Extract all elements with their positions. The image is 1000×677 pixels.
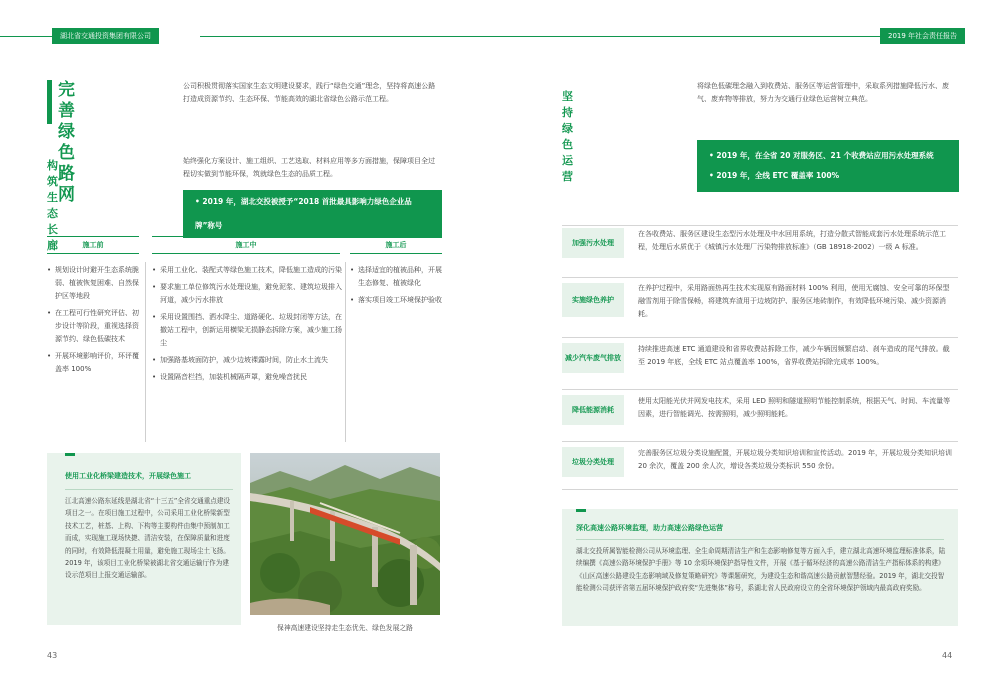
list-item: • 采用设置围挡、洒水降尘、道路硬化、垃圾封闭等方法，在撤站工程中，创新运用横梁无损静态拆除方案，减少施工扬尘	[152, 311, 342, 350]
row-divider	[562, 441, 958, 442]
list-item: • 加强路基坡面防护，减少边坡裸露时间，防止水土流失	[152, 354, 342, 367]
row-divider	[562, 277, 958, 278]
photo-caption: 保神高速建设坚持走生态优先、绿色发展之路	[277, 624, 413, 632]
col-header-during: 施工中	[152, 236, 340, 254]
page-number-right: 44	[942, 651, 953, 660]
case-title: 深化高速公路环境监理，助力高速公路绿色运营	[576, 524, 723, 532]
case-body: 江北高速公路东延线是湖北省“十三五”全省交通重点建设项目之一。在项目施工过程中，公司采用工业化桥梁新型技术工艺，桩基、上构、下构等主要构件由集中预制加工而成，实现施工现场快捷、清洁安装，在保障质量和进度的同时，有效降低混凝土用量，避免施工现场尘土飞扬。2019 年，该项目工业化桥梁被湖北省交通运输厅作为建设示范项目上报交通运输部。	[65, 497, 231, 580]
row-text-sewage: 在各收费站、服务区建设生态型污水处理及中水回用系统，打造分散式智能成套污水处理系统示范工程，处理后水质优于《城镇污水处理厂污染物排放标准》（GB 18918-2002）一级 A 标准。	[638, 230, 946, 251]
row-label-emissions: 减少汽车废气排放	[562, 343, 624, 373]
title-line-1: 完善	[58, 80, 76, 121]
bridge-photo-illustration	[250, 453, 440, 615]
row-divider	[562, 337, 958, 338]
row-text-maintenance: 在养护过程中，采用路面热再生技术实现原有路面材料 100% 利用，使用无腐蚀、安全可靠的环保型融雪剂用于除雪保畅，将建筑弃渣用于边坡防护、服务区地砖制作，有效降低环境污染、减少资源消耗。	[638, 284, 950, 318]
page-number-left: 43	[47, 651, 58, 660]
section-title-eco-corridor: 构筑生态长廊	[47, 159, 58, 252]
eco-corridor-intro: 始终强化方案设计、施工组织、工艺选取、材料应用等多方面措施，保障项目全过程切实做到节能环保，筑就绿色生态的品质工程。	[183, 157, 435, 178]
report-title-tag: 2019 年社会责任报告	[880, 28, 965, 44]
case-box-industrial-bridge	[47, 453, 241, 625]
case-divider	[576, 539, 944, 540]
case-body: 湖北交投所属智能检测公司从环境监理、全生命周期清洁生产和生态影响修复等方面入手，建立湖北高速环境监理标准体系，陆续编撰《高速公路环境保护手册》等 10 余项环境保护指导性文件，开展《基于循环经济的高速公路清洁生产指标体系的构建》《山区高速公路建设生态影响域及修复策略研究》等课题研究，为建设生态和谐高速公路贡献智慧经验。2019 年，湖北交投智能检测公司获评省第五届环境保护政府奖“先进集体”称号，系湖北省人民政府设立的全省环境保护领域内最高政府奖励。	[576, 547, 946, 593]
list-before-construction	[47, 264, 141, 380]
col-header-after: 施工后	[350, 236, 442, 254]
case-box-environment-supervision	[562, 509, 958, 626]
left-intro: 公司积极贯彻落实国家生态文明建设要求，践行“绿色交通”理念，坚持将高速公路打造成资源节约、生态环保、节能高效的湖北省绿色公路示范工程。	[183, 82, 436, 103]
highlight-etc: • 2019 年，全线 ETC 覆盖率 100%	[709, 171, 840, 180]
col-header-before: 施工前	[47, 236, 139, 254]
title-line-2: 绿色路网	[58, 122, 76, 205]
row-label-energy: 降低能源消耗	[562, 395, 624, 425]
list-after-construction	[350, 264, 442, 311]
row-divider	[562, 489, 958, 490]
row-text-emissions: 持续推进高速 ETC 通道建设和省界收费站拆除工作，减少车辆因频繁启动、刹车造成的尾气排放。截至 2019 年底，全线 ETC 站点覆盖率 100%，省界收费站拆除完成率 100%。	[638, 345, 950, 366]
right-intro: 将绿色低碳理念融入到收费站、服务区等运营管理中，采取系列措施降低污水、废气、废弃物等排放，努力为交通行业绿色运营树立典范。	[697, 82, 949, 103]
list-during-construction	[152, 264, 342, 388]
title-accent-bar	[47, 80, 52, 124]
list-item: • 采用工业化、装配式等绿色施工技术，降低施工造成的污染	[152, 264, 342, 277]
row-label-waste: 垃圾分类处理	[562, 447, 624, 477]
bridge-construction-photo	[250, 453, 440, 615]
case-box-accent	[576, 509, 586, 512]
list-item: • 规划设计时避开生态系统脆弱、植被恢复困难、自然保护区等地段	[47, 264, 141, 303]
section-title-green-operation: 坚持绿色运营	[562, 90, 573, 183]
case-divider	[65, 489, 233, 490]
list-item: • 设置隔音栏挡，加装机械隔声罩，避免噪音扰民	[152, 371, 342, 384]
row-label-maintenance: 实施绿色养护	[562, 283, 624, 317]
operation-highlights	[697, 140, 959, 192]
row-label-sewage: 加强污水处理	[562, 228, 624, 258]
page-title-left	[58, 80, 76, 206]
company-name-tag: 湖北省交通投资集团有限公司	[52, 28, 159, 44]
row-divider	[562, 225, 958, 226]
list-item: • 要求施工单位修筑污水处理设施，避免泥浆、建筑垃圾排入河道，减少污水排放	[152, 281, 342, 307]
list-item: • 开展环境影响评价，环评覆盖率 100%	[47, 350, 141, 376]
header-rule-middle	[200, 36, 880, 37]
row-text-energy: 使用太阳能光伏并网发电技术，采用 LED 照明和隧道照明节能控制系统，根据天气、时间、车流量等因素，进行智能调光、按需照明，减少照明能耗。	[638, 397, 951, 418]
header-rule-left	[0, 36, 52, 37]
column-divider	[145, 262, 146, 442]
list-item: • 在工程可行性研究评估、初步设计等阶段，重视选择资源节约、绿色低碳技术	[47, 307, 141, 346]
award-highlight: • 2019 年，湖北交投被授予“2018 首批最具影响力绿色企业品牌”称号	[183, 190, 442, 238]
case-box-accent	[65, 453, 75, 456]
row-text-waste: 完善服务区垃圾分类设施配置，开展垃圾分类知识培训和宣传活动。2019 年，开展垃圾分类知识培训 20 余次，覆盖 200 余人次，增设各类垃圾分类标识 550 余份。	[638, 449, 953, 470]
column-divider	[345, 262, 346, 442]
list-item: • 落实项目竣工环境保护验收	[350, 294, 442, 307]
case-title: 使用工业化桥梁建造技术，开展绿色施工	[65, 472, 191, 480]
row-divider	[562, 389, 958, 390]
list-item: • 选择适宜的植被品种，开展生态修复、植被绿化	[350, 264, 442, 290]
highlight-sewage: • 2019 年，在全省 20 对服务区、21 个收费站应用污水处理系统	[709, 151, 934, 160]
